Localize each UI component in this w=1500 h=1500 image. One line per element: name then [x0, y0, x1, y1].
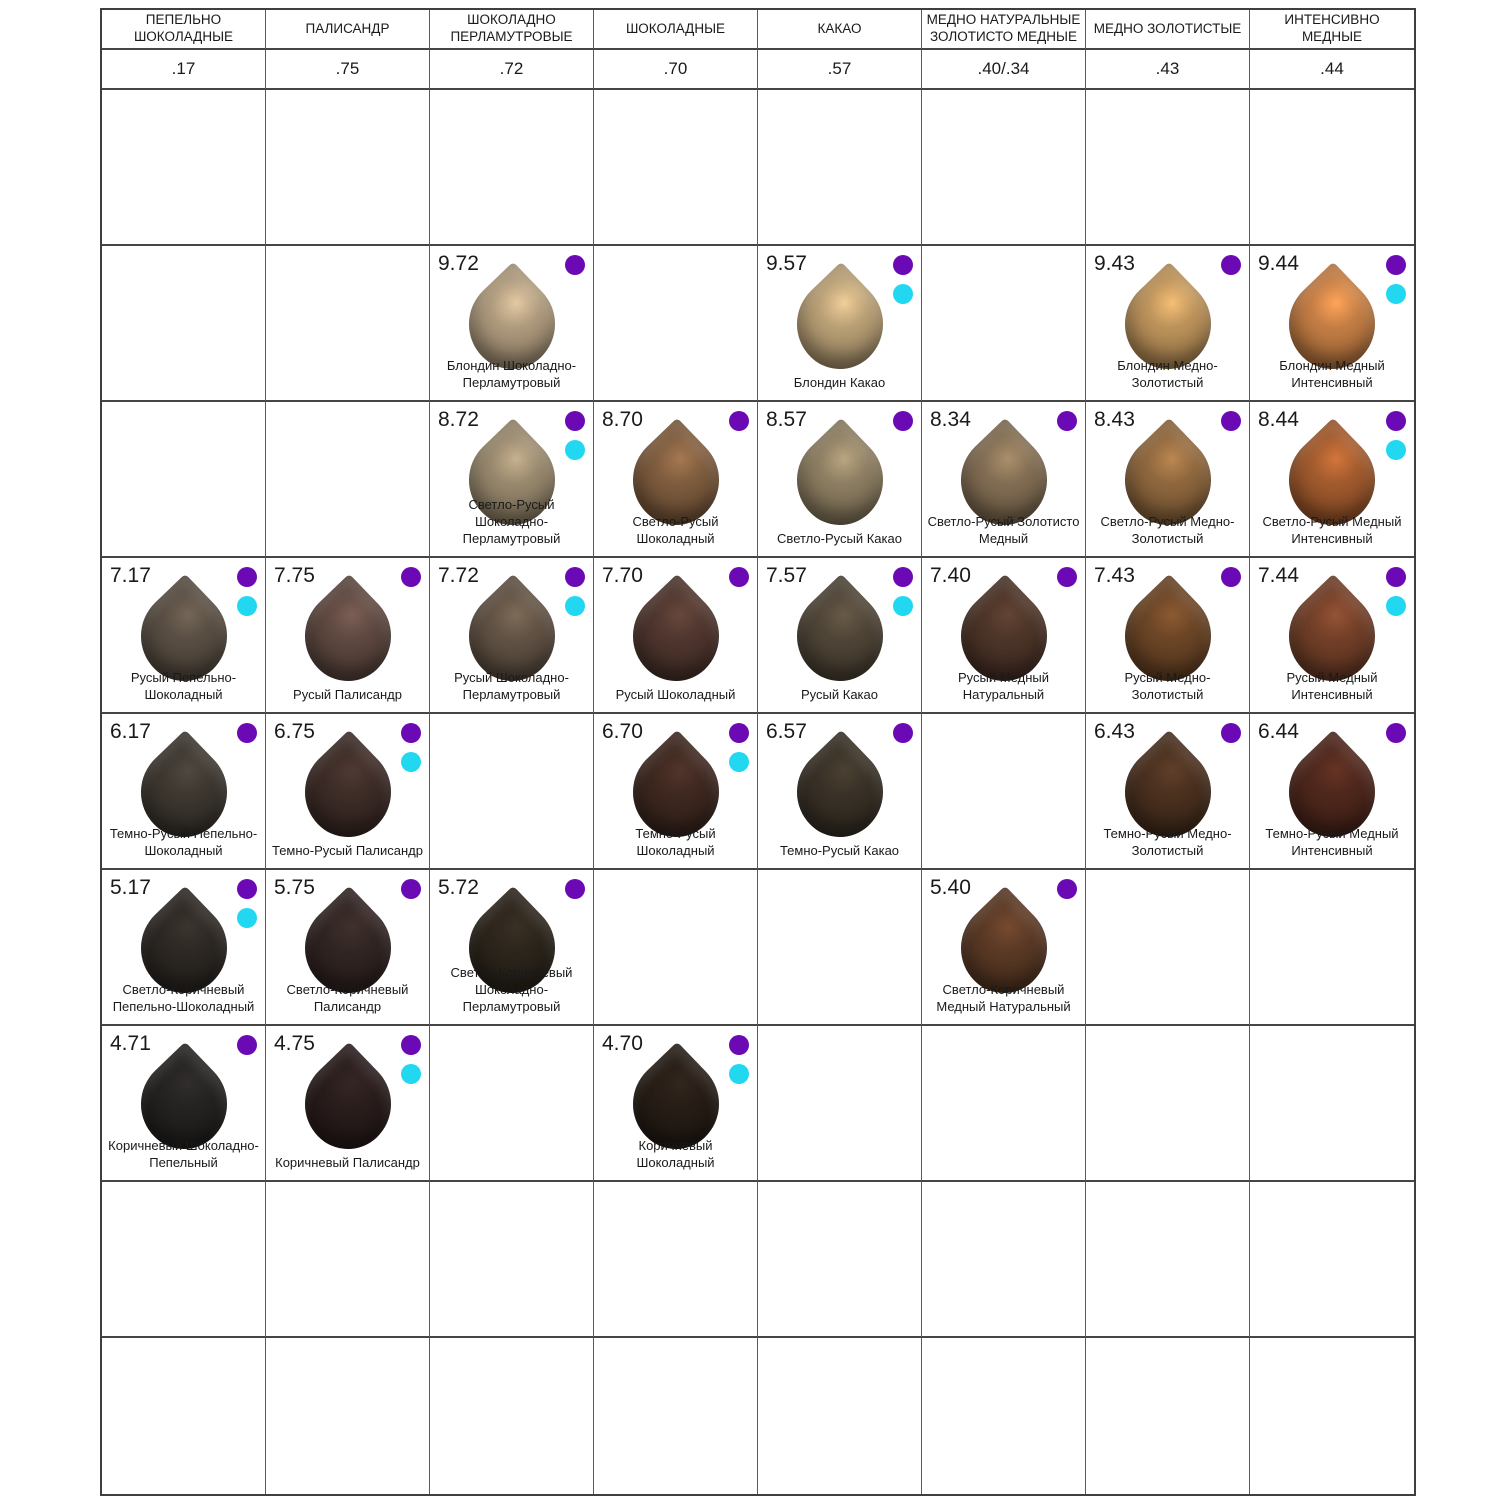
shade-name: Русый Шоколадный	[615, 687, 736, 703]
column-code-label: .75	[335, 59, 360, 78]
cyan-dot-icon	[729, 1064, 749, 1084]
shade-cell-5.17	[102, 870, 266, 1026]
empty-cell	[1250, 1182, 1414, 1338]
cyan-dot-icon	[1386, 596, 1406, 616]
shade-dot-indicators	[729, 411, 749, 431]
purple-dot-icon	[1386, 567, 1406, 587]
shade-name: Светло-Русый Какао	[777, 531, 902, 547]
shade-dot-indicators	[1386, 567, 1406, 616]
cyan-dot-icon	[565, 596, 585, 616]
purple-dot-icon	[565, 567, 585, 587]
empty-cell	[1250, 870, 1414, 1026]
shade-cell-8.43	[1086, 402, 1250, 558]
empty-cell	[266, 90, 430, 246]
purple-dot-icon	[1386, 411, 1406, 431]
shade-dot-indicators	[401, 879, 421, 899]
empty-cell	[922, 714, 1086, 870]
shade-code: 9.43	[1094, 252, 1135, 275]
empty-cell	[922, 1182, 1086, 1338]
shade-dot-indicators	[565, 879, 585, 899]
column-code-label: .17	[171, 59, 196, 78]
shade-cell-4.70	[594, 1026, 758, 1182]
empty-cell	[922, 1338, 1086, 1494]
column-code-label: .44	[1320, 59, 1344, 78]
shade-cell-6.44	[1250, 714, 1414, 870]
hair-swatch	[777, 574, 901, 698]
shade-name: Светло-Коричневый Палисандр	[286, 982, 409, 1015]
column-family-label: ШОКОЛАДНЫЕ	[625, 20, 726, 36]
shade-name: Светло-Коричневый Пепельно-Шоколадный	[112, 982, 255, 1015]
shade-dot-indicators	[729, 1035, 749, 1084]
cyan-dot-icon	[401, 752, 421, 772]
shade-name: Темно-Русый Палисандр	[271, 843, 423, 859]
shade-dot-indicators	[893, 411, 913, 431]
shade-name: Блондин Медный Интенсивный	[1279, 358, 1385, 391]
empty-cell	[594, 1182, 758, 1338]
column-family-header-5	[758, 10, 922, 50]
shade-code: 5.72	[438, 876, 479, 899]
purple-dot-icon	[1221, 255, 1241, 275]
shade-code: 5.75	[274, 876, 315, 899]
column-family-header-4	[594, 10, 758, 50]
shade-cell-4.71	[102, 1026, 266, 1182]
cyan-dot-icon	[729, 752, 749, 772]
purple-dot-icon	[565, 411, 585, 431]
empty-cell	[430, 714, 594, 870]
shade-name: Русый Шоколадно-Перламутровый	[454, 670, 569, 703]
shade-cell-6.17	[102, 714, 266, 870]
shade-dot-indicators	[893, 567, 913, 616]
column-code-label: .72	[499, 59, 524, 78]
shade-cell-7.72	[430, 558, 594, 714]
shade-name: Коричневый Шоколадно-Пепельный	[108, 1138, 259, 1171]
shade-name: Русый Медный Интенсивный	[1286, 670, 1378, 703]
purple-dot-icon	[1057, 411, 1077, 431]
shade-dot-indicators	[1057, 411, 1077, 431]
column-family-header-1	[102, 10, 266, 50]
shade-dot-indicators	[401, 567, 421, 587]
shade-cell-8.70	[594, 402, 758, 558]
shade-code: 8.43	[1094, 408, 1135, 431]
shade-cell-7.40	[922, 558, 1086, 714]
shade-name: Коричневый Палисандр	[275, 1155, 420, 1171]
purple-dot-icon	[237, 567, 257, 587]
empty-cell	[922, 246, 1086, 402]
shade-cell-8.57	[758, 402, 922, 558]
purple-dot-icon	[893, 567, 913, 587]
shade-dot-indicators	[1221, 723, 1241, 743]
shade-dot-indicators	[1221, 411, 1241, 431]
shade-name: Светло-Русый Золотисто Медный	[927, 514, 1080, 547]
empty-cell	[1086, 870, 1250, 1026]
shade-name: Светло-Русый Шоколадный	[632, 514, 719, 547]
shade-dot-indicators	[237, 879, 257, 928]
shade-code: 6.44	[1258, 720, 1299, 743]
column-code-label: .70	[663, 59, 688, 78]
shade-code: 8.57	[766, 408, 807, 431]
column-code-header-4	[594, 50, 758, 90]
cyan-dot-icon	[893, 284, 913, 304]
shade-dot-indicators	[1057, 879, 1077, 899]
purple-dot-icon	[565, 255, 585, 275]
shade-dot-indicators	[1386, 723, 1406, 743]
column-code-header-8	[1250, 50, 1414, 90]
shade-code: 6.70	[602, 720, 643, 743]
shade-cell-7.57	[758, 558, 922, 714]
shade-name: Темно-Русый Шоколадный	[635, 826, 716, 859]
empty-cell	[102, 402, 266, 558]
cyan-dot-icon	[1386, 284, 1406, 304]
shade-name: Русый Медный Натуральный	[957, 670, 1050, 703]
purple-dot-icon	[1057, 879, 1077, 899]
shade-code: 9.57	[766, 252, 807, 275]
empty-cell	[1086, 1338, 1250, 1494]
shade-code: 8.34	[930, 408, 971, 431]
purple-dot-icon	[565, 879, 585, 899]
column-code-label: .43	[1155, 59, 1180, 78]
shade-code: 5.40	[930, 876, 971, 899]
shade-name: Русый Медно-Золотистый	[1124, 670, 1211, 703]
shade-code: 4.75	[274, 1032, 315, 1055]
column-family-label: КАКАО	[817, 20, 862, 36]
empty-cell	[1250, 1026, 1414, 1182]
shade-name: Блондин Какао	[793, 375, 886, 391]
shade-code: 7.70	[602, 564, 643, 587]
column-family-header-7	[1086, 10, 1250, 50]
shade-cell-5.40	[922, 870, 1086, 1026]
empty-cell	[1086, 1026, 1250, 1182]
column-code-label: .40/.34	[977, 59, 1030, 78]
hair-swatch	[777, 262, 901, 386]
shade-dot-indicators	[729, 567, 749, 587]
shade-name: Светло-Коричневый Шоколадно-Перламутровый	[450, 965, 573, 1015]
shade-code: 6.17	[110, 720, 151, 743]
empty-cell	[758, 870, 922, 1026]
cyan-dot-icon	[237, 908, 257, 928]
purple-dot-icon	[237, 879, 257, 899]
shade-name: Русый Пепельно-Шоколадный	[130, 670, 237, 703]
shade-code: 7.43	[1094, 564, 1135, 587]
purple-dot-icon	[1221, 567, 1241, 587]
shade-code: 4.71	[110, 1032, 151, 1055]
shade-name: Русый Какао	[801, 687, 878, 703]
shade-name: Темно-Русый Какао	[779, 843, 900, 859]
shade-cell-8.44	[1250, 402, 1414, 558]
empty-cell	[102, 1338, 266, 1494]
shade-dot-indicators	[1221, 255, 1241, 275]
shade-code: 9.44	[1258, 252, 1299, 275]
empty-cell	[922, 90, 1086, 246]
shade-code: 6.43	[1094, 720, 1135, 743]
shade-name: Светло-Русый Медный Интенсивный	[1262, 514, 1402, 547]
shade-cell-7.75	[266, 558, 430, 714]
shade-cell-5.72	[430, 870, 594, 1026]
empty-cell	[102, 90, 266, 246]
hair-swatch	[285, 730, 409, 854]
hair-color-chart	[100, 8, 1416, 1496]
column-code-label: .57	[827, 59, 852, 78]
purple-dot-icon	[729, 567, 749, 587]
cyan-dot-icon	[565, 440, 585, 460]
purple-dot-icon	[1221, 411, 1241, 431]
column-code-header-6	[922, 50, 1086, 90]
column-code-header-7	[1086, 50, 1250, 90]
hair-swatch	[613, 574, 737, 698]
column-family-label: ШОКОЛАДНО ПЕРЛАМУТРОВЫЕ	[450, 12, 573, 44]
purple-dot-icon	[729, 1035, 749, 1055]
empty-cell	[1086, 90, 1250, 246]
column-family-label: МЕДНО НАТУРАЛЬНЫЕ ЗОЛОТИСТО МЕДНЫЕ	[926, 12, 1081, 44]
column-family-header-3	[430, 10, 594, 50]
empty-cell	[1250, 1338, 1414, 1494]
shade-name: Блондин Шоколадно-Перламутровый	[446, 358, 577, 391]
shade-dot-indicators	[729, 723, 749, 772]
column-code-header-5	[758, 50, 922, 90]
shade-dot-indicators	[237, 567, 257, 616]
shade-dot-indicators	[893, 255, 913, 304]
empty-cell	[1086, 1182, 1250, 1338]
shade-cell-8.72	[430, 402, 594, 558]
shade-cell-4.75	[266, 1026, 430, 1182]
column-family-label: ИНТЕНСИВНО МЕДНЫЕ	[1284, 12, 1380, 44]
shade-dot-indicators	[565, 567, 585, 616]
column-code-header-1	[102, 50, 266, 90]
empty-cell	[266, 1182, 430, 1338]
shade-cell-6.75	[266, 714, 430, 870]
column-family-label: ПЕПЕЛЬНО ШОКОЛАДНЫЕ	[133, 12, 234, 44]
shade-cell-9.72	[430, 246, 594, 402]
empty-cell	[922, 1026, 1086, 1182]
shade-cell-6.70	[594, 714, 758, 870]
shade-name: Русый Палисандр	[293, 687, 402, 703]
purple-dot-icon	[893, 411, 913, 431]
shade-cell-7.17	[102, 558, 266, 714]
purple-dot-icon	[401, 567, 421, 587]
hair-swatch	[285, 574, 409, 698]
shade-name: Светло-Русый Шоколадно-Перламутровый	[462, 497, 561, 547]
column-family-label: ПАЛИСАНДР	[305, 20, 390, 36]
cyan-dot-icon	[401, 1064, 421, 1084]
purple-dot-icon	[893, 723, 913, 743]
column-family-header-6	[922, 10, 1086, 50]
hair-swatch	[285, 1042, 409, 1166]
shade-name: Коричневый Шоколадный	[636, 1138, 715, 1171]
purple-dot-icon	[237, 1035, 257, 1055]
empty-cell	[430, 90, 594, 246]
column-family-header-2	[266, 10, 430, 50]
shade-code: 9.72	[438, 252, 479, 275]
shade-code: 8.44	[1258, 408, 1299, 431]
shade-dot-indicators	[401, 1035, 421, 1084]
shade-dot-indicators	[237, 1035, 257, 1055]
empty-cell	[102, 1182, 266, 1338]
shade-cell-6.57	[758, 714, 922, 870]
empty-cell	[266, 1338, 430, 1494]
shade-cell-9.44	[1250, 246, 1414, 402]
shade-cell-8.34	[922, 402, 1086, 558]
empty-cell	[758, 1182, 922, 1338]
shade-cell-9.57	[758, 246, 922, 402]
column-family-header-8	[1250, 10, 1414, 50]
empty-cell	[758, 1026, 922, 1182]
shade-cell-5.75	[266, 870, 430, 1026]
shade-code: 8.70	[602, 408, 643, 431]
empty-cell	[266, 402, 430, 558]
shade-name: Блондин Медно-Золотистый	[1117, 358, 1218, 391]
shade-name: Темно-Русый Пепельно-Шоколадный	[109, 826, 258, 859]
empty-cell	[594, 870, 758, 1026]
purple-dot-icon	[1386, 255, 1406, 275]
shade-dot-indicators	[1221, 567, 1241, 587]
shade-cell-9.43	[1086, 246, 1250, 402]
shade-dot-indicators	[565, 411, 585, 460]
empty-cell	[594, 1338, 758, 1494]
shade-dot-indicators	[1386, 411, 1406, 460]
shade-dot-indicators	[1057, 567, 1077, 587]
shade-name: Темно-Русый Медный Интенсивный	[1265, 826, 1399, 859]
shade-code: 4.70	[602, 1032, 643, 1055]
empty-cell	[266, 246, 430, 402]
shade-code: 7.57	[766, 564, 807, 587]
purple-dot-icon	[237, 723, 257, 743]
purple-dot-icon	[1057, 567, 1077, 587]
shade-cell-7.70	[594, 558, 758, 714]
purple-dot-icon	[729, 723, 749, 743]
cyan-dot-icon	[1386, 440, 1406, 460]
shade-code: 7.44	[1258, 564, 1299, 587]
shade-code: 7.17	[110, 564, 151, 587]
shade-dot-indicators	[401, 723, 421, 772]
empty-cell	[430, 1182, 594, 1338]
empty-cell	[430, 1026, 594, 1182]
shade-name: Светло-Коричневый Медный Натуральный	[936, 982, 1071, 1015]
shade-code: 6.57	[766, 720, 807, 743]
column-code-header-2	[266, 50, 430, 90]
purple-dot-icon	[401, 879, 421, 899]
purple-dot-icon	[729, 411, 749, 431]
shade-dot-indicators	[1386, 255, 1406, 304]
hair-swatch	[777, 418, 901, 542]
empty-cell	[758, 1338, 922, 1494]
purple-dot-icon	[401, 723, 421, 743]
column-family-label: МЕДНО ЗОЛОТИСТЫЕ	[1093, 20, 1242, 36]
shade-code: 7.40	[930, 564, 971, 587]
empty-cell	[758, 90, 922, 246]
purple-dot-icon	[1386, 723, 1406, 743]
shade-cell-6.43	[1086, 714, 1250, 870]
shade-dot-indicators	[565, 255, 585, 275]
purple-dot-icon	[893, 255, 913, 275]
shade-cell-7.44	[1250, 558, 1414, 714]
shade-name: Темно-Русый Медно-Золотистый	[1103, 826, 1232, 859]
column-code-header-3	[430, 50, 594, 90]
shade-cell-7.43	[1086, 558, 1250, 714]
shade-code: 5.17	[110, 876, 151, 899]
shade-dot-indicators	[237, 723, 257, 743]
purple-dot-icon	[401, 1035, 421, 1055]
shade-dot-indicators	[893, 723, 913, 743]
shade-code: 8.72	[438, 408, 479, 431]
shade-name: Светло-Русый Медно-Золотистый	[1100, 514, 1235, 547]
empty-cell	[1250, 90, 1414, 246]
cyan-dot-icon	[237, 596, 257, 616]
shade-code: 7.72	[438, 564, 479, 587]
cyan-dot-icon	[893, 596, 913, 616]
shade-code: 7.75	[274, 564, 315, 587]
empty-cell	[430, 1338, 594, 1494]
empty-cell	[594, 90, 758, 246]
hair-swatch	[777, 730, 901, 854]
shade-code: 6.75	[274, 720, 315, 743]
empty-cell	[102, 246, 266, 402]
purple-dot-icon	[1221, 723, 1241, 743]
empty-cell	[594, 246, 758, 402]
